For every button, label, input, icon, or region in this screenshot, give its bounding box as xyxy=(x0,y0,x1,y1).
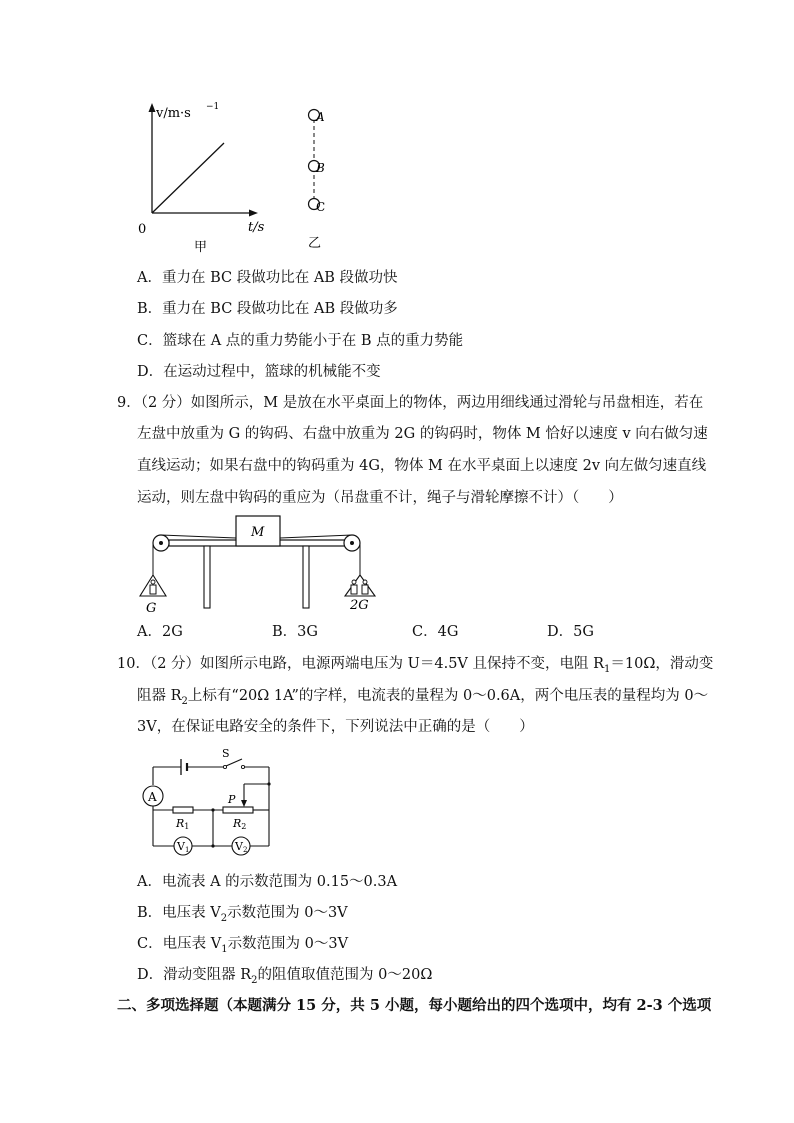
ammeter-label: A xyxy=(148,790,157,804)
q10-circuit xyxy=(136,745,296,860)
graph-caption: 甲 xyxy=(194,240,208,255)
q9-line-1: 9．（2 分）如图所示，M 是放在水平桌面上的物体，两边用细线通过滑轮与吊盘相连，若在 xyxy=(117,395,704,411)
q9-line-3: 直线运动；如果右盘中的钩码重为 4G，物体 M 在水平桌面上以速度 2v 向左做匀速直线 xyxy=(137,458,707,474)
q8-option-d: D．在运动过程中，篮球的机械能不变 xyxy=(137,364,381,380)
v-axis-exp: −1 xyxy=(206,102,220,112)
q10-option-a: A．电流表 A 的示数范围为 0.15～0.3A xyxy=(137,874,398,890)
vt-graph xyxy=(138,102,265,255)
q10-option-b: B．电压表 $V_2$示数范围为 0～3V xyxy=(137,905,348,924)
slider-label: P xyxy=(228,793,236,806)
ball-label-b: B xyxy=(316,161,325,175)
t-axis-label: t/s xyxy=(248,220,265,235)
q9-option-d: D．5G xyxy=(547,624,594,640)
v1-label: V1 xyxy=(177,840,190,854)
block-m-label: M xyxy=(251,525,265,540)
ball-label-c: C xyxy=(316,200,326,214)
q9-options xyxy=(137,622,597,642)
q8-figure xyxy=(130,95,360,260)
left-weight-label: G xyxy=(146,601,157,616)
q8-option-b: B．重力在 BC 段做功比在 AB 段做功多 xyxy=(137,301,398,317)
q8-option-a: A．重力在 BC 段做功比在 AB 段做功快 xyxy=(137,270,398,286)
v-axis-label: v/m·s xyxy=(156,106,191,121)
ball-positions xyxy=(308,110,325,252)
r2-label: R2 xyxy=(233,817,247,831)
q9-option-a: A．2G xyxy=(137,624,183,640)
q10-option-c: C．电压表 $V_1$示数范围为 0～3V xyxy=(137,936,349,955)
q9-option-c: C．4G xyxy=(412,624,459,640)
ball-label-a: A xyxy=(316,110,325,124)
r1-label: R1 xyxy=(176,817,190,831)
q9-line-4: 运动，则左盘中钩码的重应为（吊盘重不计，绳子与滑轮摩擦不计）（ ） xyxy=(137,490,623,506)
q8-option-c: C．篮球在 A 点的重力势能小于在 B 点的重力势能 xyxy=(137,333,464,349)
q10-line-2: 阻器 $R_2$上标有“20Ω 1A”的字样，电流表的量程为 0～0.6A，两个电压表的量程均为 0～ xyxy=(137,688,709,707)
graph-origin: 0 xyxy=(138,222,147,237)
q9-line-2: 左盘中放重为 G 的钩码、右盘中放重为 2G 的钩码时，物体 M 恰好以速度 v 向右做匀速 xyxy=(137,426,708,442)
q9-option-b: B．3G xyxy=(272,624,318,640)
q10-option-d: D．滑动变阻器 $R_2$的阻值取值范围为 0～20Ω xyxy=(137,967,433,986)
switch-label: S xyxy=(222,747,230,760)
q9-figure xyxy=(136,510,386,618)
q10-line-1: 10．（2 分）如图所示电路，电源两端电压为 U＝4.5V 且保持不变，电阻 $R_1=10\Omega$，滑动变 xyxy=(117,656,714,675)
ball-caption: 乙 xyxy=(308,236,322,251)
right-weight-label: 2G xyxy=(350,598,369,613)
v2-label: V2 xyxy=(235,840,248,854)
q10-line-3: 3V，在保证电路安全的条件下，下列说法中正确的是（ ） xyxy=(137,719,534,735)
section-2-heading: 二、多项选择题（本题满分 15 分，共 5 小题，每小题给出的四个选项中，均有 2-3 个选项 xyxy=(117,997,712,1014)
